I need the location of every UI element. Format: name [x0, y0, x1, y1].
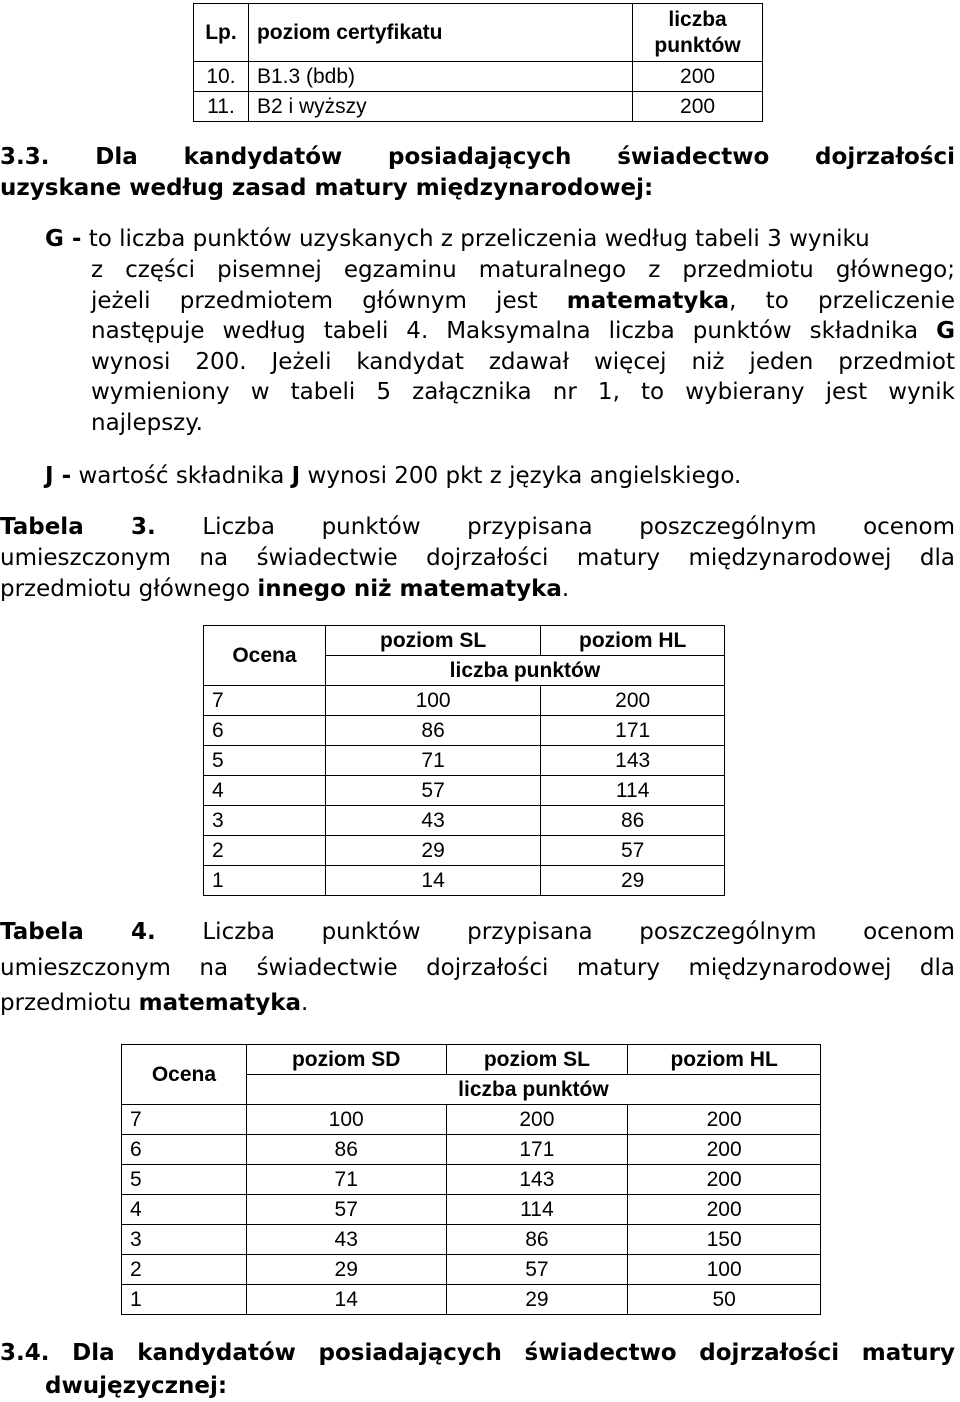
g-paragraph-line5: wynosi 200. Jeżeli kandydat zdawał więcej niż jeden przedmiot	[91, 349, 955, 375]
table-row: 3 43 86 150	[122, 1225, 821, 1255]
header-level: poziom certyfikatu	[248, 4, 632, 62]
section-34-heading: 3.4. Dla kandydatów posiadających świadectwo dojrzałości matury	[0, 1340, 955, 1366]
section-34-heading-line2: dwujęzycznej:	[45, 1373, 228, 1399]
table-row: 5 71 143	[204, 746, 725, 776]
table-row: 6 86 171 200	[122, 1135, 821, 1165]
j-paragraph: J - wartość składnika J wynosi 200 pkt z języka angielskiego.	[45, 463, 742, 489]
header-points: liczba punktów	[633, 4, 763, 62]
g-paragraph-line2: z części pisemnej egzaminu maturalnego z przedmiotu głównego;	[91, 257, 955, 283]
tabela4-caption-line1: Tabela 4. Liczba punktów przypisana poszczególnym ocenom	[0, 919, 955, 945]
table-row: 3 43 86	[204, 806, 725, 836]
table-header-row	[122, 1045, 821, 1075]
tabela3-caption-line1: Tabela 3. Liczba punktów przypisana poszczególnym ocenom	[0, 514, 955, 540]
g-paragraph-line1: G - to liczba punktów uzyskanych z przeliczenia według tabeli 3 wyniku	[45, 226, 870, 252]
tabela3-caption-line2: umieszczonym na świadectwie dojrzałości matury międzynarodowej dla	[0, 545, 955, 571]
table-row: 11. B2 i wyższy 200	[194, 92, 763, 122]
table-row: 1 14 29 50	[122, 1285, 821, 1315]
section-33-heading: 3.3. Dla kandydatów posiadających świadectwo dojrzałości	[0, 144, 956, 170]
header-points: liczba punktów	[246, 1075, 820, 1105]
table-row: 1 14 29	[204, 866, 725, 896]
table-row: 5 71 143 200	[122, 1165, 821, 1195]
table-header-row	[204, 626, 725, 656]
table-row: 4 57 114	[204, 776, 725, 806]
table-row: 2 29 57	[204, 836, 725, 866]
table-row: 10. B1.3 (bdb) 200	[194, 62, 763, 92]
header-ocena: Ocena	[204, 626, 326, 686]
tabela3-caption-line3: przedmiotu głównego innego niż matematyka.	[0, 576, 570, 602]
header-points: liczba punktów	[325, 656, 724, 686]
table-row: 7 100 200 200	[122, 1105, 821, 1135]
header-lp: Lp.	[194, 4, 249, 62]
g-paragraph-line3: jeżeli przedmiotem głównym jest matematyka, to przeliczenie	[91, 288, 956, 314]
header-sl: poziom SL	[446, 1045, 628, 1075]
table-row: 6 86 171	[204, 716, 725, 746]
certificate-table	[193, 3, 763, 122]
table-row: 7 100 200	[204, 686, 725, 716]
table-header-row	[194, 4, 763, 62]
table-row: 4 57 114 200	[122, 1195, 821, 1225]
g-paragraph-line4: następuje według tabeli 4. Maksymalna liczba punktów składnika G	[91, 318, 955, 344]
tabela4-table	[121, 1044, 821, 1315]
header-hl: poziom HL	[628, 1045, 821, 1075]
header-sd: poziom SD	[246, 1045, 446, 1075]
section-33-heading-line2: uzyskane według zasad matury międzynarodowej:	[0, 175, 654, 201]
header-hl: poziom HL	[541, 626, 725, 656]
g-paragraph-line6: wymieniony w tabeli 5 załącznika nr 1, to wybierany jest wynik	[91, 379, 955, 405]
header-ocena: Ocena	[122, 1045, 247, 1105]
tabela4-caption-line2: umieszczonym na świadectwie dojrzałości matury międzynarodowej dla	[0, 955, 955, 981]
header-sl: poziom SL	[325, 626, 541, 656]
tabela4-caption-line3: przedmiotu matematyka.	[0, 990, 309, 1016]
tabela3-table	[203, 625, 725, 896]
g-paragraph-line7: najlepszy.	[91, 410, 203, 436]
table-row: 2 29 57 100	[122, 1255, 821, 1285]
